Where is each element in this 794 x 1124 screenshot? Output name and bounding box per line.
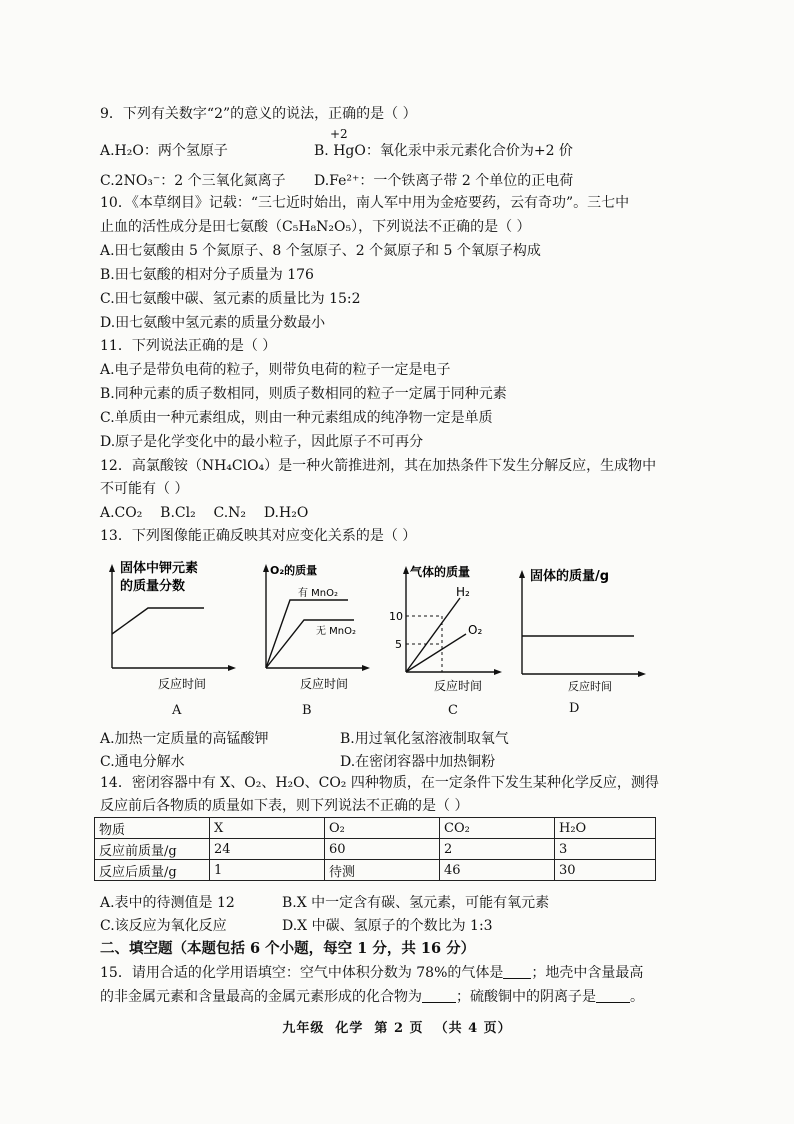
q15-blank-2[interactable] [422, 988, 456, 1003]
table-cell: 3 [555, 839, 656, 860]
q11-option-b: B.同种元素的质子数相同，则质子数相同的粒子一定属于同种元素 [100, 386, 507, 402]
q11-option-a: A.电子是带负电荷的粒子，则带负电荷的粒子一定是电子 [100, 362, 451, 378]
chart-b-letter: B [302, 703, 312, 718]
q15-line2 [100, 987, 644, 1007]
table-cell: 2 [440, 839, 555, 860]
chart-c-xlabel: 反应时间 [434, 679, 483, 693]
table-header-cell: CO₂ [440, 818, 555, 839]
q9-option-a: A.H₂O：两个氢原子 [100, 143, 228, 159]
section2-heading: 二、填空题（本题包括 6 个小题，每空 1 分，共 16 分） [100, 940, 476, 957]
q14-option-b: B.X 中一定含有碳、氢元素，可能有氧元素 [282, 895, 550, 911]
q13-option-a: A.加热一定质量的高锰酸钾 [100, 731, 269, 747]
table-cell: 待测 [325, 860, 440, 881]
q15-text-5: 。 [630, 989, 644, 1005]
table-header-cell: H₂O [555, 818, 656, 839]
mass-table [94, 817, 656, 881]
q10-option-c: C.田七氨酸中碳、氢元素的质量比为 15:2 [100, 291, 361, 307]
chart-b-label-without: 无 MnO₂ [316, 626, 357, 637]
chart-c-line-o2 [406, 634, 466, 672]
q12-options: A.CO₂ B.Cl₂ C.N₂ D.H₂O [100, 505, 309, 521]
q13-option-b: B.用过氧化氢溶液制取氧气 [340, 731, 509, 747]
q10-option-d: D.田七氨酸中氢元素的质量分数最小 [100, 315, 326, 331]
q11-option-d: D.原子是化学变化中的最小粒子，因此原子不可再分 [100, 434, 424, 450]
chart-a-letter: A [172, 703, 182, 718]
q14-option-c: C.该反应为氧化反应 [100, 918, 227, 934]
chart-c-ylabel: 气体的质量 [410, 565, 471, 579]
chart-d-xlabel: 反应时间 [568, 680, 612, 692]
chart-a-ylabel-line2: 的质量分数 [120, 579, 186, 594]
table-cell: 46 [440, 860, 555, 881]
chart-b [254, 556, 374, 696]
q15-text-1: 15．请用合适的化学用语填空：空气中体积分数为 78%的气体是 [100, 965, 504, 981]
table-row [95, 860, 656, 881]
q14-stem-line2: 反应前后各物质的质量如下表，则下列说法不正确的是（ ） [100, 798, 469, 814]
table-header-cell: X [210, 818, 325, 839]
table-cell: 30 [555, 860, 656, 881]
q10-stem-line2: 止血的活性成分是田七氨酸（C₅H₈N₂O₅），下列说法不正确的是（ ） [100, 219, 531, 235]
chart-b-label-with: 有 MnO₂ [298, 588, 339, 599]
chart-b-ylabel: O₂的质量 [270, 564, 318, 577]
chart-a-xlabel: 反应时间 [158, 677, 207, 691]
table-row [95, 839, 656, 860]
chart-c-label-o2: O₂ [468, 623, 483, 637]
q9-stem: 9．下列有关数字“2”的意义的说法，正确的是（ ） [100, 106, 417, 122]
table-header-cell: 物质 [95, 818, 210, 839]
q15-text-3: 的非金属元素和含量最高的金属元素形成的化合物为 [100, 989, 422, 1005]
q9-option-b: B. HgO：氧化汞中汞元素化合价为+2 价 [314, 143, 573, 159]
q14-option-d: D.X 中碳、氢原子的个数比为 1:3 [282, 918, 493, 934]
q10-option-b: B.田七氨酸的相对分子质量为 176 [100, 267, 314, 283]
table-cell: 反应后质量/g [95, 860, 210, 881]
q15-text-4: ；硫酸铜中的阴离子是 [456, 989, 596, 1005]
q12-stem-line2: 不可能有（ ） [100, 481, 189, 497]
q13-stem: 13．下列图像能正确反映其对应变化关系的是（ ） [100, 528, 417, 544]
page-footer: 九年级 化学 第 2 页 （共 4 页） [282, 1021, 512, 1036]
chart-d-letter: D [569, 701, 580, 716]
q11-option-c: C.单质由一种元素组成，则由一种元素组成的纯净物一定是单质 [100, 410, 493, 426]
chart-b-xlabel: 反应时间 [300, 677, 349, 691]
chart-c-tick-5: 5 [395, 638, 402, 651]
table-header-cell: O₂ [325, 818, 440, 839]
q11-stem: 11．下列说法正确的是（ ） [100, 338, 277, 354]
table-header-row [95, 818, 656, 839]
table-cell: 60 [325, 839, 440, 860]
q15-text-2: ；地壳中含量最高 [531, 965, 644, 981]
table-cell: 24 [210, 839, 325, 860]
chart-d [510, 562, 650, 692]
q10-option-a: A.田七氨酸由 5 个氮原子、8 个氢原子、2 个氮原子和 5 个氧原子构成 [100, 243, 541, 259]
q9-option-c: C.2NO₃⁻：2 个三氧化氮离子 [100, 173, 286, 189]
chart-a [100, 556, 240, 696]
q10-stem-line1: 10．《本草纲目》记载：“三七近时始出，南人军中用为金疮要药，云有奇功”。三七中 [100, 195, 630, 211]
table-cell: 反应前质量/g [95, 839, 210, 860]
chart-c-tick-10: 10 [389, 610, 403, 623]
q13-option-c: C.通电分解水 [100, 754, 185, 770]
chart-c-label-h2: H₂ [456, 585, 470, 599]
chart-d-ylabel: 固体的质量/g [530, 569, 610, 584]
q14-option-a: A.表中的待测值是 12 [100, 895, 235, 911]
chart-c [386, 556, 506, 696]
q9-option-d: D.Fe²⁺：一个铁离子带 2 个单位的正电荷 [314, 173, 574, 189]
q9-option-b-superscript: +2 [330, 127, 348, 141]
chart-a-ylabel-line1: 固体中钾元素 [120, 561, 199, 576]
chart-c-line-h2 [406, 598, 460, 672]
chart-a-curve [112, 608, 204, 634]
q15-blank-3[interactable] [596, 988, 630, 1003]
q15-line1 [100, 963, 643, 983]
q14-stem-line1: 14．密闭容器中有 X、O₂、H₂O、CO₂ 四种物质，在一定条件下发生某种化学反应，测得 [100, 775, 659, 791]
table-cell: 1 [210, 860, 325, 881]
chart-c-letter: C [448, 703, 458, 718]
q13-option-d: D.在密闭容器中加热铜粉 [340, 754, 496, 770]
q12-stem-line1: 12．高氯酸铵（NH₄ClO₄）是一种火箭推进剂，其在加热条件下发生分解反应，生成物中 [100, 458, 657, 474]
q15-blank-1[interactable] [503, 964, 531, 979]
